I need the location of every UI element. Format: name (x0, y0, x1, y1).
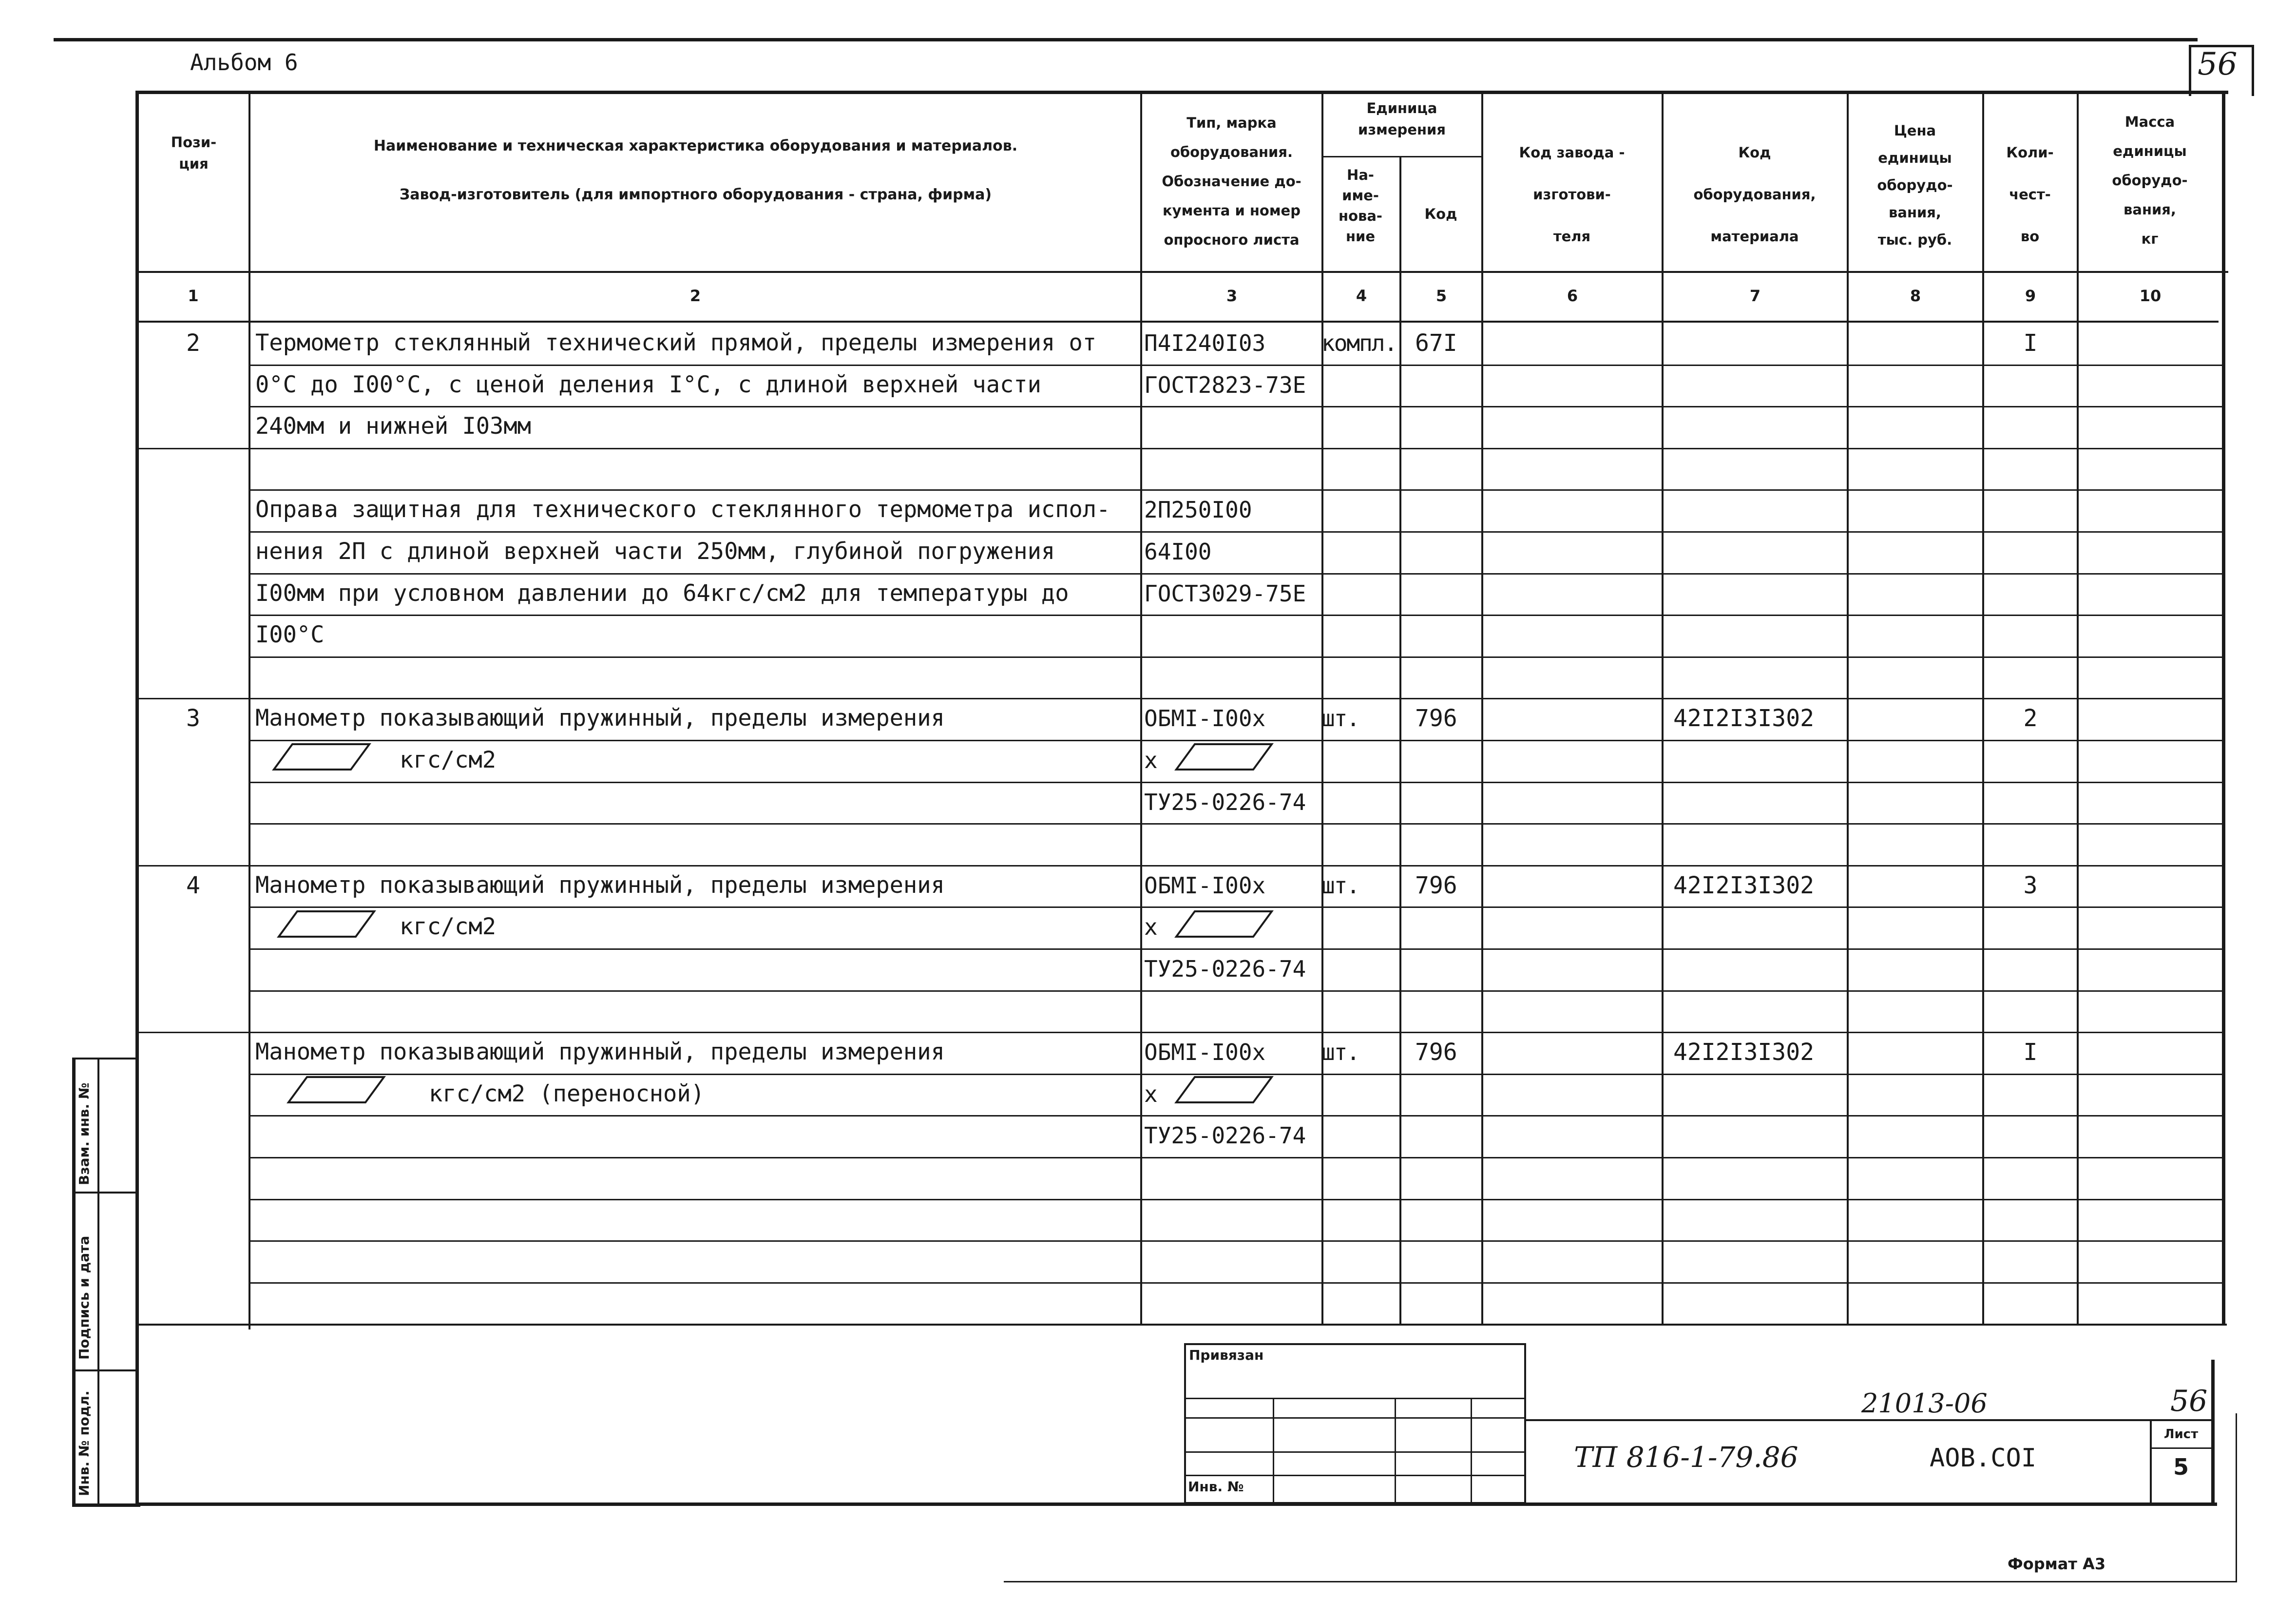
cell-type: ТУ25-0226-74 (1144, 956, 1306, 982)
cell-unit: компл. (1321, 330, 1397, 356)
doc-code: 21013-06 (1861, 1388, 1988, 1419)
cell-type: 2П250I00 (1144, 497, 1252, 523)
format-label: Формат А3 (2008, 1555, 2106, 1573)
range-blank-2 (278, 910, 375, 938)
cell-name: Манометр показывающий пружинный, пределы измерения (255, 1039, 945, 1065)
col-header-name-2: Завод-изготовитель (для импортного оборудования - страна, фирма) (399, 186, 992, 203)
side-label-podpis: Подпись и дата (76, 1235, 92, 1360)
range-blank-3b (1175, 1076, 1273, 1103)
range-blank-2b (1175, 910, 1273, 938)
row-divider (250, 531, 2222, 533)
cell-type: П4I240I03 (1144, 330, 1266, 356)
document-mark: АОВ.СОI (1930, 1444, 2037, 1473)
col-header-qty: Коли- чест- во (2006, 144, 2054, 245)
cell-unit: шт. (1321, 1039, 1359, 1065)
col-num-8: 8 (1910, 287, 1921, 305)
cell-unit: шт. (1321, 872, 1359, 899)
col-header-unit: Единица измерения (1358, 100, 1446, 138)
row-divider (250, 489, 2222, 491)
inv-no-label: Инв. № (1188, 1479, 1244, 1495)
cell-type: ОБМI-I00х (1144, 705, 1266, 732)
col-num-10: 10 (2139, 287, 2162, 305)
cell-name: Термометр стеклянный технический прямой, пределы измерения от (255, 329, 1097, 356)
cell-name: Оправа защитная для технического стеклянного термометра испол- (255, 496, 1110, 523)
cell-name: I00мм при условном давлении до 64кгс/см2 для температуры до (255, 580, 1069, 607)
row-divider (250, 1115, 2222, 1117)
row-divider (250, 406, 2222, 407)
row-divider (250, 1074, 2222, 1075)
row-divider (250, 573, 2222, 575)
sheet-number-top: 56 (2198, 46, 2238, 82)
cell-name: I00°C (255, 621, 325, 648)
list-number: 5 (2173, 1454, 2189, 1480)
range-blank-1b (1175, 743, 1273, 770)
col-header-name-1: Наименование и техническая характеристика оборудования и материалов. (373, 137, 1018, 154)
cell-name: кгс/см2 (400, 747, 497, 773)
project-code: ТП 816-1-79.86 (1574, 1441, 1799, 1474)
pos-divider (138, 698, 249, 699)
col-num-6: 6 (1567, 287, 1578, 305)
cell-type: ГОСТ3029-75Е (1144, 580, 1306, 607)
col-header-mass: Масса единицы оборудо- вания, кг (2112, 114, 2188, 247)
cell-name: Манометр показывающий пружинный, пределы измерения (255, 705, 945, 732)
row-divider (250, 906, 2222, 908)
row-divider (250, 1240, 2222, 1242)
range-blank-3 (287, 1076, 385, 1103)
table-top-border (138, 91, 2228, 94)
cell-qty: 3 (2023, 872, 2038, 899)
col-num-9: 9 (2025, 287, 2036, 305)
cell-code: 67I (1415, 329, 1457, 357)
col-num-1: 1 (188, 287, 199, 305)
privyazan-label: Привязан (1189, 1347, 1264, 1363)
cell-type: 64I00 (1144, 539, 1212, 565)
cell-equip: 42I2I3I302 (1673, 705, 1814, 732)
col-header-unit-name: На- име- нова- ние (1339, 167, 1382, 245)
cell-name: 0°C до I00°C, с ценой деления I°C, с длиной верхней части (255, 371, 1041, 398)
sheet-number-bottom: 56 (2170, 1384, 2208, 1418)
row-divider (250, 698, 2222, 699)
cell-qty: I (2023, 1039, 2038, 1066)
cell-name: Манометр показывающий пружинный, пределы измерения (255, 872, 945, 899)
row-divider (250, 1199, 2222, 1200)
cell-code: 796 (1415, 1039, 1457, 1066)
row-divider (250, 1157, 2222, 1158)
cell-pos: 2 (186, 329, 200, 357)
pos-divider (138, 448, 249, 449)
cell-equip: 42I2I3I302 (1673, 1039, 1814, 1066)
cell-pos: 4 (186, 872, 200, 899)
cell-code: 796 (1415, 872, 1457, 899)
cell-type: ТУ25-0226-74 (1144, 789, 1306, 815)
col-num-7: 7 (1749, 287, 1761, 305)
row-divider (250, 823, 2222, 825)
cell-name: кгс/см2 (400, 913, 497, 940)
cell-equip: 42I2I3I302 (1673, 872, 1814, 899)
album-label: Альбом 6 (190, 49, 298, 76)
list-label: Лист (2163, 1427, 2199, 1442)
row-divider (250, 365, 2222, 366)
row-divider (250, 448, 2222, 449)
pos-divider (138, 865, 249, 867)
cell-qty: I (2023, 329, 2038, 357)
cell-type: х (1144, 747, 1158, 773)
col-num-3: 3 (1226, 287, 1238, 305)
row-divider (250, 865, 2222, 867)
range-blank-1 (273, 743, 370, 770)
cell-type: х (1144, 914, 1158, 940)
col-header-pos: Пози- ция (171, 134, 217, 172)
col-header-factory-code: Код завода - изготови- теля (1519, 144, 1625, 245)
cell-unit: шт. (1321, 705, 1359, 732)
cell-type: ОБМI-I00х (1144, 872, 1266, 899)
row-divider (250, 948, 2222, 950)
cell-type: ТУ25-0226-74 (1144, 1122, 1306, 1149)
row-divider (250, 990, 2222, 992)
side-label-vzam: Взам. инв. № (76, 1082, 92, 1185)
col-header-type: Тип, марка оборудования. Обозначение до- кумента и номер опросного листа (1162, 115, 1301, 248)
row-divider (250, 740, 2222, 741)
cell-name: нения 2П с длиной верхней части 250мм, глубиной погружения (255, 538, 1055, 565)
cell-name: 240мм и нижней I03мм (255, 413, 531, 440)
col-num-2: 2 (689, 287, 701, 305)
cell-qty: 2 (2023, 705, 2038, 732)
cell-type: ОБМI-I00х (1144, 1039, 1266, 1065)
col-header-price: Цена единицы оборудо- вания, тыс. руб. (1877, 122, 1953, 248)
cell-name: кгс/см2 (переносной) (429, 1080, 705, 1107)
row-divider (250, 615, 2222, 616)
col-num-4: 4 (1356, 287, 1367, 305)
row-divider (250, 1282, 2222, 1284)
side-label-inv: Инв. № подл. (76, 1390, 92, 1496)
row-divider (250, 782, 2222, 783)
col-num-5: 5 (1435, 287, 1447, 305)
row-divider (250, 1032, 2222, 1033)
pos-divider (138, 1032, 249, 1033)
row-divider (250, 656, 2222, 658)
col-header-equip-code: Код оборудования, материала (1693, 144, 1816, 245)
cell-pos: 3 (186, 705, 200, 732)
cell-type: х (1144, 1081, 1158, 1107)
col-header-unit-code: Код (1424, 206, 1457, 222)
cell-code: 796 (1415, 705, 1457, 732)
cell-type: ГОСТ2823-73Е (1144, 372, 1306, 398)
